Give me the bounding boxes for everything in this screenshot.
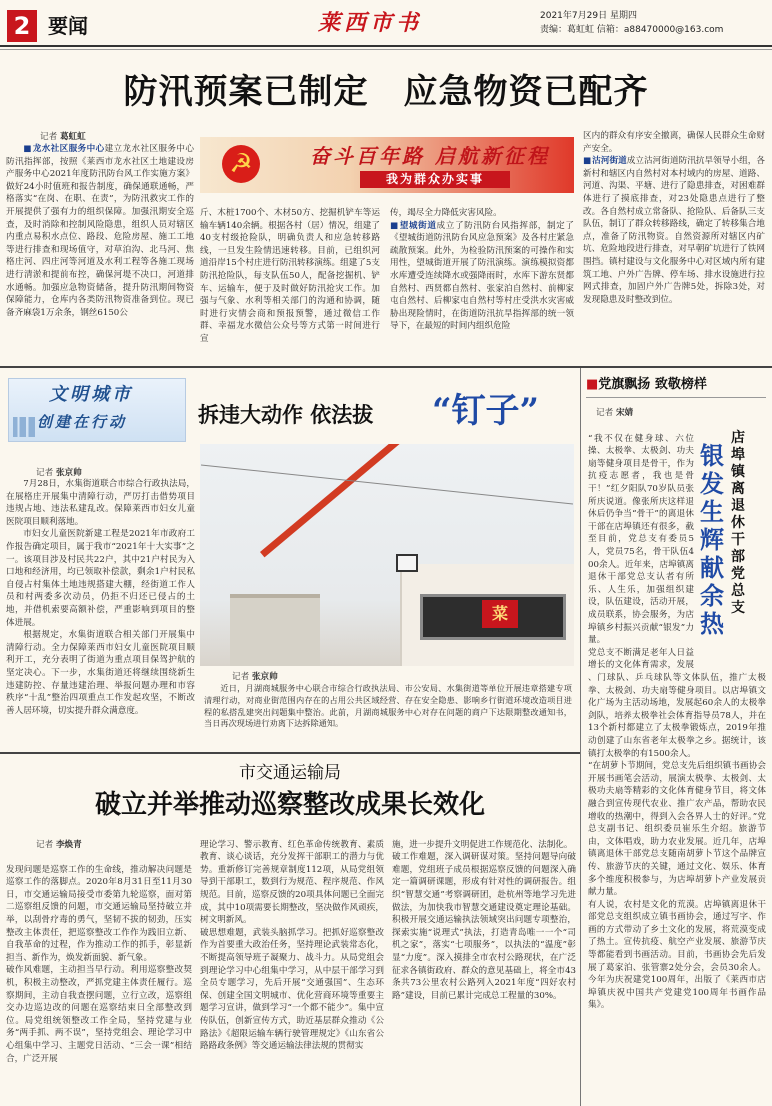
story4-body: 、门球队、乒乓球队等文体队伍，推广太极拳、太极剑、功夫扇等健身项目。以店埠镇文化广场为主活动场地，发展起60余人的太极拳剑队，培养太极拳社会体育指导员78人，并在13个新村都建立了太极拳锻炼点，2019年推动创建了山东省老年太极拳之乡。据统计，该镇打太极拳的有1500余人。 “在胡萝卜节期间，党总支先后组织镇书画协会开展书画笔会活动，展演太极拳、太极剑、太极功夫扇等精彩的文化体育健身节目，将文体融合到宣传现代农业、推广农产品，帮助农民增收的热潮中，得到入会各界人士的好评。”党总支副书记、组织委员崔乐生介绍。旅游节由，文体唱戏，助力农业发展。近几年，店埠镇离退休干部党总支随南胡萝卜节这个品牌宣传、旅游节庆的关键，通过文化、娱乐、体育多个维度积极参与，为店埠胡萝卜产业发展贡献力量。 有人说，农村是文化的荒漠。店埠镇离退休干部党总支组织成立镇书画协会，通过写字、作画的方式带动了乡土文化的发展，将荒漠变成了热土。宣传抗疫、航空产业发展、旅游节庆等都能看到书画活动。目前，书画协会先后发展了葛家泊、张管寨2处分会，会员30余人。今年为庆祝建党100周年，出版了《莱西市店埠镇庆祝中国共产党建党100周年书画作品集》。 (588, 673, 766, 1011)
story3-col1: 发现问题是巡察工作的生命线，推动解决问题是巡察工作的落脚点。2020年8月31日至11月30日，市交通运输局接受市委第九轮巡察，面对第二巡察组反馈的问题，市交通运输局坚持破立并举，以刮骨疗毒的勇气，坚韧不拔的韧劲，压实整改主体责任，把巡察整改工作作为践旧立新、自我革命的过程，作为推动工作的抓手，彰显新担当、新作为，焕发新面貌、新气象。 破作风难题，主动担当早行动。利用巡察整改契机，积极主动整改，严抓党建主体责任履行。巡察期间，主动自我查摆问题，立行立改，巡察组交办边巡边改的问题在巡察结束日全部整改到位。局党组统领整改工作全局，坚持党建与业务“两手抓、两不误”，坚持党组会、理论学习中心组集中学习、主题党日活动、“三会一课”相结合，广泛开展 (6, 864, 192, 1064)
header-rule-thin (0, 49, 772, 50)
story2-para2: 市妇女儿童医院新建工程是2021年市政府工作报告确定项目，属于我市“2021年十大实事”之一。该项目涉及村民共22户，其中21户村民为入口地和经济用，均已领取补偿款，剩余1户村民私自侵占村集体土地违规搭建大棚，经街道工作人员和村两委多次动员，仍拒不归还已侵占的土地，并借机索要高额补偿，严重影响到项目的整体进展。 (6, 529, 195, 628)
header-rule (0, 45, 772, 47)
story3-headline: 破立并举推动巡察整改成果长效化 (94, 790, 485, 820)
page-number: 2 (7, 10, 37, 42)
story1-col4-keyword: ■ 沽河街道 (583, 156, 627, 166)
photo-caption-byline: 记者 张京帅 (232, 672, 278, 682)
party-banner (200, 137, 574, 193)
story2-headline-quote: “钉子” (432, 391, 540, 431)
city-skyline-icon (13, 417, 35, 437)
story1-col4: 区内的群众有序安全撤离，确保人民群众生命财产安全。 ■ 沽河街道成立沽河街道防汛抗旱领导小组，各新村和辖区内自然村对本村域内的房屋、道路、河道、沟渠、平塘、进行了隐患排查，对困难群体进行了摸底排查，对23处隐患点进行了整改。各自然村成立常备队、抢险队、后备队三支队伍，制订了群众转移路线，确定了转移集合地点，准备了防汛物资。自然资源所对辖区内矿坑、危险地段进行排查，对早朝矿坑进行了铁网围挡。镇村建设与文化服务中心对区域内所有建筑工地、户外广告牌、停车场、排水设施进行拉网式排查，加固户外广告牌5处，拆除3处，对发现隐患及时整改到位。 (583, 130, 765, 358)
issue-date: 2021年7月29日 星期四 (540, 11, 637, 21)
badge-line1: 文明城市 (49, 384, 133, 405)
crane-basket (396, 554, 418, 572)
crane-boom (260, 444, 494, 557)
party-emblem-icon: ☭ (222, 145, 260, 183)
story1-headline: 防汛预案已制定 应急物资已配齐 (123, 72, 649, 112)
story4-label-rule (586, 397, 766, 398)
story4-byline: 记者 宋婧 (596, 408, 634, 418)
banner-subtitle: 我为群众办实事 (360, 171, 510, 188)
story2-bottom-rule (0, 752, 580, 754)
photo-caption: 近日，月湖商城服务中心联合市综合行政执法局、市公安局、水集街道等单位开展违章搭建专项清理行动，对商业街范围内存在的占用公共区域经营、存在安全隐患、影响乡行街道环境改造项目进程的私搭乱建突出问题集中整治。此前，月湖商城服务中心对存在问题的商户下达限期整改通知书，当日再次现场进行劝离下达拆除通知。 (204, 683, 572, 729)
story4-headline-big: 银发生辉献余热 (700, 441, 724, 638)
demolition-photo (200, 444, 574, 666)
masthead: 莱西市书 (318, 10, 423, 36)
story1-col1-keyword: ■ 龙水社区服务中心 (23, 144, 104, 154)
story1-col2: 斤、木桩1700个、木材50方、挖掘机铲车等运输车辆140余辆。根据各村（居）情况，组建了40支村级抢险队，明确负责人和应急转移路线，一旦发生险情迅速转移。目前，已组织河道沿岸15个村庄进行防汛转移演练。组建了5支防汛抢险队，每支队伍50人，配备挖掘机、铲车、运输车，便于及时做好防汛抢灾工作。加强与气象、水利等相关部门的沟通和协调，随时进行灾情会商和预报预警，通过微信工作群、幸福龙水微信公众号等方式第一时间进行宣 (200, 208, 380, 344)
badge-line2: 创建在行动 (37, 413, 128, 431)
power-line (201, 464, 573, 504)
story2-para1: 7月28日，水集街道联合市综合行政执法局，在展格庄开展集中清障行动，严厉打击借势项目违规占地、违法私建乱改。保障莱西市妇女儿童医院项目顺利落地。 (6, 479, 195, 527)
story1-byline: 记者 葛虹虹 (40, 132, 86, 142)
story1-bottom-rule (0, 366, 772, 368)
crane-truck (230, 594, 320, 666)
story3-kicker: 市交通运输局 (239, 763, 341, 783)
story3-col2: 理论学习、警示教育、红色革命传统教育、素质教育、谈心谈话，充分发挥干部职工的潜力与优势。重新修订完善规章制度112项，从局党组领导到干部职工，数到行为规范、程序规范、作风规范。目前，巡察反馈的20项具体问题已全面完成，其中10项需要长期整改，坚决做作风顽疾，树文明新风。 破思想难题，武装头脑抓学习。把抓好巡察整改作为首要重大政治任务，坚持理论武装常态化，不断提高领导班子凝聚力、战斗力。从局党组会到理论学习中心组集中学习，从中层干部学习到全员专题学习，先后开展“交通强国”、生态环保、创建全国文明城市、优化营商环境等重要主题学习宣讲，做到学习“一个都不能少”。集中宣传队伍，创新宣传方式，助近基层群众推动《公路法》《超限运输车辆行驶管理规定》《山东省公路路政条例》等交通运输法律法规的贯彻实 (200, 839, 384, 1052)
editor-line: 责编：葛虹虹 信箱：a88470000@163.com (540, 25, 724, 35)
right-column-divider (580, 368, 581, 1106)
banner-title: 奋斗百年路 启航新征程 (310, 144, 550, 168)
story4-section-label: ■党旗飘扬 致敬榜样 (586, 377, 707, 392)
section-name: 要闻 (48, 14, 88, 38)
story4-headline-small: 店埠镇离退休干部党总支 (731, 430, 745, 616)
story3-col3: 施，进一步提升文明促进工作规范化、法制化。 破工作难题，深入调研谋对策。坚持问题导向破难题，党组班子成员根据巡察反馈的问题深入确定一篇调研课题，形成有针对性的调研报告。组织“智慧交通”考察调研团，赴杭州等地学习先进做法，为加快我市智慧交通建设奠定理论基础。积极开展交通运输执法领域突出问题专项整治，探索实施“说理式”执法，打造青岛唯一一个“司机之家”，落实“七项服务”，以执法的“温度”彰显“力度”。深入摸排全市农村公路现状，在广泛征求各镇街政府、群众的意见基础上，将全市43条共73公里农村公路列入2021年度“四好农村路”建设，目前已累计完成总工程量的30%。 (392, 839, 576, 1001)
story2-body (6, 478, 195, 740)
story2-headline: 拆违大动作 依法拔 (198, 402, 374, 427)
story3-byline: 记者 李焕青 (36, 840, 82, 850)
shop-sign-text: 菜 (482, 600, 518, 628)
story1-col3: 传，竭尽全力降低灾害风险。 ■ 望城街道成立了防汛防台风指挥部，制定了《望城街道防汛防台风应急预案》及各村庄紧急疏散预案。此外，为检验防汛预案的可操作和实用性，望城街道开展了防汛演练。演练模拟资都水库遭受连续降水或强降雨时，水库下游东贤都自然村、西贤都自然村、张家泊自然村、前柳家屯自然村、后柳家屯自然村等村庄受洪水灾害威胁出现险情时，在街道防汛抗旱指挥部的统一领导下，在最短的时间内组织危险 (390, 207, 574, 357)
story1-col3-keyword: ■ 望城街道 (390, 221, 437, 231)
story4-body-top: “我不仅在健身球、六位操、太极拳、太极剑、功夫扇等健身项目是骨干，作为抗疫志愿者，我也是骨干！”红夕阳队70岁队员张所庆说道。像张所庆这样退休后仍争当“骨干”的离退休干部在店埠镇还有很多，截至目前，党总支有委员5人，党员75名，骨干队伍400余人。近年来，店埠镇离退休干部党总支认者有所乐、人生乐，加强组织建设，队伍建设，活动开展，成员联系，协会服务，为店埠镇乡村振兴贡献“银发”力量。 党总支不断满足老年人日益增长的文化体育需求，发展 (588, 433, 694, 671)
civilized-city-badge (8, 378, 186, 442)
story2-para3: 根据规定，水集街道联合相关部门开展集中清障行动。全力保障莱西市妇女儿童医院项目顺利开工，充分表明了街道为重点项目保驾护航的坚定决心。下一步，水集街道还将继续围绕新生违建防控、存量违建治理、举报问题办理和市容秩序“十乱”整治四项重点工作发起攻坚，不断改善人居环境，切实提升群众满意度。 (6, 630, 195, 716)
story1-col1: ■ 龙水社区服务中心建立龙水社区服务中心防汛指挥部，按照《莱西市龙水社区土地建设房产服务中心2021年度防汛防台风工作实施方案》做好24小时值班和报告制度，确保通联通畅，严格落实“在岗、在职、在责”，为防汛救灾工作的开展提供了强有力的组织保障。加强汛期安全巡查，及时消除和控制风险隐患，组织人员对辖区内重点易积水点位、路段、危险房屋、施工工地等进行排查和现场值守，对草泊沟、北马河、焦格庄河、四庄河等河道及水利工程等各施工现场进行清淤和提前布控，确保河堤不决口，河道排水通畅。加强应急物资储备，提升防汛期间物资保障能力，仓库内各类防汛物资准备到位。现已备齐麻袋1万余条，钢丝6150公 (6, 143, 194, 356)
story2-byline: 记者 张京帅 (36, 468, 82, 478)
